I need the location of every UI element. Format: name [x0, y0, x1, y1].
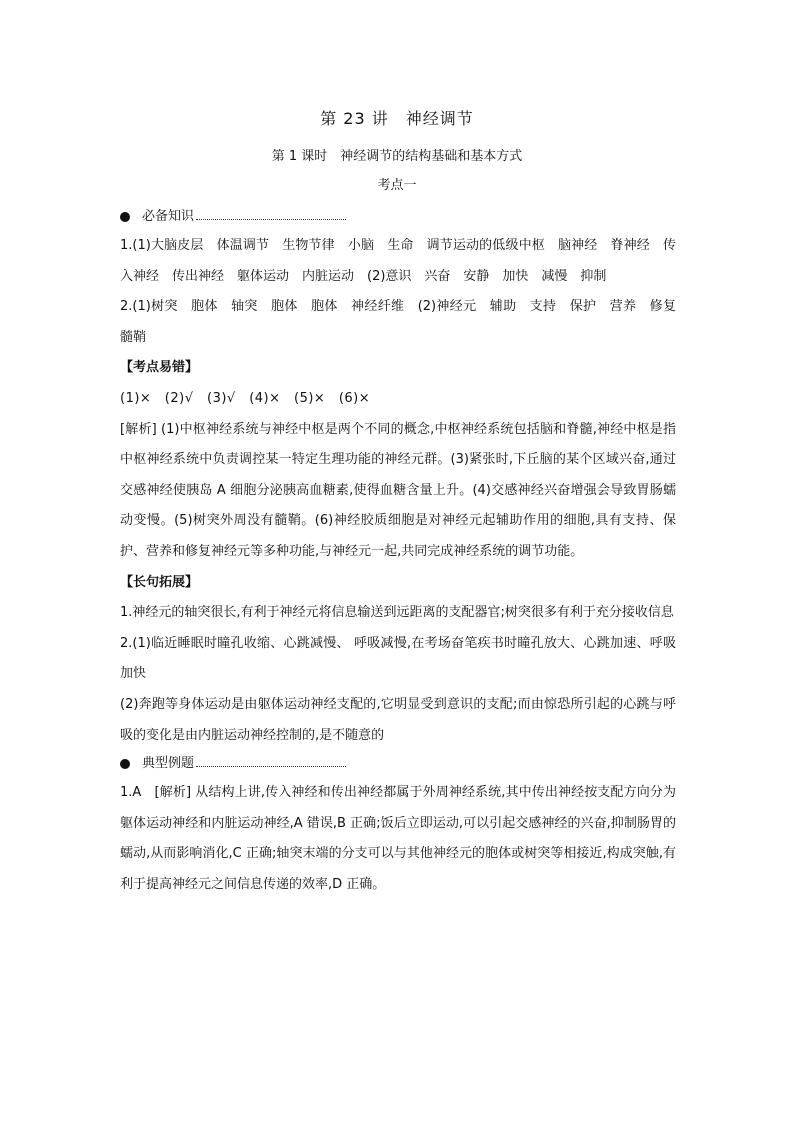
content-body [120, 204, 690, 900]
kaodian-heading: 考点一 [377, 178, 417, 193]
section-dianxing-label: 典型例题 [142, 756, 195, 772]
dotted-leader [196, 219, 346, 220]
section-bibei-label: 必备知识 [142, 209, 195, 224]
lecture-title: 第 23 讲 神经调节 [320, 109, 474, 128]
changju-paragraph-1: 1.神经元的轴突很长,有利于神经元将信息输送到远距离的支配器官;树突很多有利于充分接收信息 [120, 605, 674, 621]
changju-heading: 【长句拓展】 [120, 574, 199, 590]
changju-paragraph-3: (2)奔跑等身体运动是由躯体运动神经支配的,它明显受到意识的支配;而由惊恐所引起的心跳与呼吸的变化是由内脏运动神经控制的,是不随意的 [120, 696, 676, 743]
section-dianxing-heading [120, 751, 676, 776]
dotted-leader [196, 766, 346, 767]
bibei-paragraph-2: 2.(1)树突 胞体 轴突 胞体 胞体 神经纤维 (2)神经元 辅助 支持 保护 营养 修复 髓鞘 [120, 299, 690, 345]
bullet-icon [120, 759, 130, 769]
dianxing-paragraph-1: 1.A [解析] 从结构上讲,传入神经和传出神经都属于外周神经系统,其中传出神经按支配方向分为躯体运动神经和内脏运动神经,A 错误,B 正确;饭后立即运动,可以引起交感神经的兴奋,抑制肠胃的蠕动,从而影响消化,C 正确;轴突末端的分支可以与其他神经元的胞体或树突等相接近,构成突触,有利于提高神经元之间信息传递的效率,D 正确。 [120, 785, 676, 892]
kaodian-yicuo-heading: 【考点易错】 [120, 360, 199, 376]
changju-paragraph-2: 2.(1)临近睡眠时瞳孔收缩、心跳减慢、 呼吸减慢,在考场奋笔疾书时瞳孔放大、心跳加速、呼吸加快 [120, 635, 676, 682]
section-bibei-heading [120, 204, 676, 229]
bullet-icon [120, 212, 130, 222]
kaodian-yicuo-analysis: [解析] (1)中枢神经系统与神经中枢是两个不同的概念,中枢神经系统包括脑和脊髓,神经中枢是指中枢神经系统中负责调控某一特定生理功能的神经元群。(3)紧张时,下丘脑的某个区域兴奋,通过交感神经使胰岛 A 细胞分泌胰高血糖素,使得血糖含量上升。(4)交感神经兴奋增强会导致胃肠蠕动变慢。(5)树突外周没有髓鞘。(6)神经胶质细胞是对神经元起辅助作用的细胞,具有支持、保护、营养和修复神经元等多种功能,与神经元一起,共同完成神经系统的调节功能。 [120, 421, 676, 559]
bibei-paragraph-1: 1.(1)大脑皮层 体温调节 生物节律 小脑 生命 调节运动的低级中枢 脑神经 脊神经 传入神经 传出神经 躯体运动 内脏运动 (2)意识 兴奋 安静 加快 减慢 抑制 [120, 238, 676, 284]
kaodian-yicuo-answers: (1)× (2)√ (3)√ (4)× (5)× (6)× [120, 390, 371, 406]
lesson-subtitle: 第 1 课时 神经调节的结构基础和基本方式 [271, 149, 523, 164]
